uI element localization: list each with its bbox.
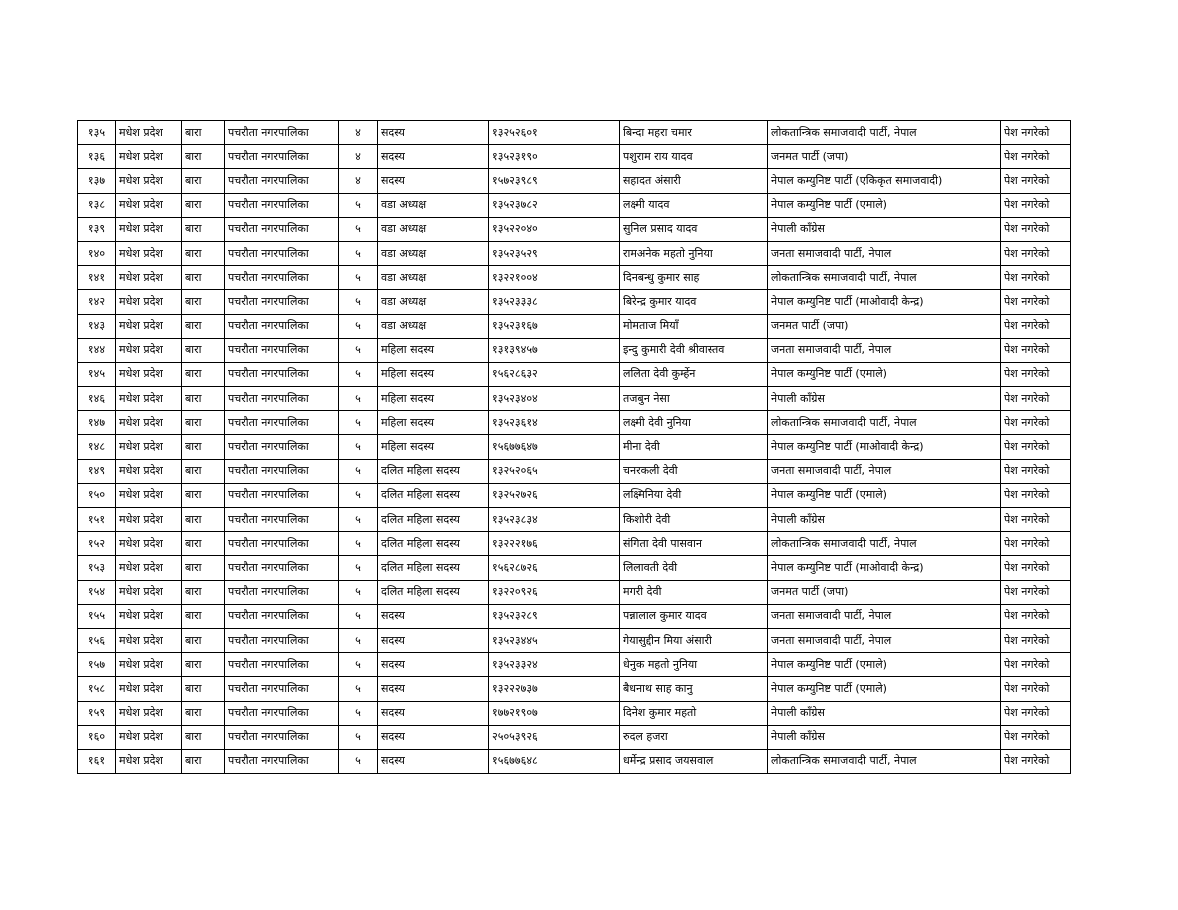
candidate-name-cell: सहादत अंसारी [620,169,768,193]
candidate-name-cell: पन्नालाल कुमार यादव [620,604,768,628]
table-row [78,217,1071,241]
candidate-name-cell: धेनुक महतो नुनिया [620,653,768,677]
candidate-name-cell: लक्ष्मी यादव [620,193,768,217]
serial-number-cell: १५५ [78,604,116,628]
table-row [78,508,1071,532]
district-cell: बारा [182,193,225,217]
candidate-name-cell: पशुराम राय यादव [620,145,768,169]
district-cell: बारा [182,266,225,290]
district-cell: बारा [182,121,225,145]
serial-number-cell: १५४ [78,580,116,604]
candidate-name-cell: रामअनेक महतो नुनिया [620,241,768,265]
province-cell: मधेश प्रदेश [116,387,182,411]
province-cell: मधेश प्रदेश [116,121,182,145]
status-cell: पेश नगरेको [1001,749,1071,773]
serial-number-cell: १३८ [78,193,116,217]
ward-number-cell: ५ [339,580,378,604]
ward-number-cell: ५ [339,604,378,628]
post-cell: वडा अध्यक्ष [378,241,489,265]
ward-number-cell: ५ [339,387,378,411]
ward-number-cell: ५ [339,556,378,580]
status-cell: पेश नगरेको [1001,653,1071,677]
ward-number-cell: ५ [339,532,378,556]
post-cell: महिला सदस्य [378,411,489,435]
province-cell: मधेश प्रदेश [116,193,182,217]
voter-id-cell: १३२२२१७६ [489,532,620,556]
party-cell: जनता समाजवादी पार्टी, नेपाल [768,338,1001,362]
ward-number-cell: ४ [339,169,378,193]
province-cell: मधेश प्रदेश [116,725,182,749]
ward-number-cell: ५ [339,338,378,362]
province-cell: मधेश प्रदेश [116,483,182,507]
post-cell: वडा अध्यक्ष [378,266,489,290]
district-cell: बारा [182,749,225,773]
party-cell: नेपाल कम्युनिष्ट पार्टी (एमाले) [768,677,1001,701]
candidate-name-cell: बिन्दा महरा चमार [620,121,768,145]
table-row [78,604,1071,628]
ward-number-cell: ५ [339,483,378,507]
district-cell: बारा [182,411,225,435]
candidate-name-cell: चनरकली देवी [620,459,768,483]
ward-number-cell: ४ [339,145,378,169]
post-cell: सदस्य [378,121,489,145]
district-cell: बारा [182,290,225,314]
municipality-cell: पचरौता नगरपालिका [225,580,339,604]
candidate-name-cell: मगरी देवी [620,580,768,604]
post-cell: दलित महिला सदस्य [378,508,489,532]
party-cell: नेपाल कम्युनिष्ट पार्टी (एमाले) [768,193,1001,217]
voter-id-cell: १७७२१९०७ [489,701,620,725]
table-row [78,556,1071,580]
candidate-name-cell: मोमताज मियाँ [620,314,768,338]
party-cell: जनमत पार्टी (जपा) [768,145,1001,169]
status-cell: पेश नगरेको [1001,508,1071,532]
candidate-name-cell: सुनिल प्रसाद यादव [620,217,768,241]
candidate-name-cell: लिलावती देवी [620,556,768,580]
party-cell: नेपाल कम्युनिष्ट पार्टी (एमाले) [768,483,1001,507]
post-cell: दलित महिला सदस्य [378,580,489,604]
province-cell: मधेश प्रदेश [116,604,182,628]
district-cell: बारा [182,217,225,241]
ward-number-cell: ५ [339,653,378,677]
municipality-cell: पचरौता नगरपालिका [225,169,339,193]
serial-number-cell: १४१ [78,266,116,290]
status-cell: पेश नगरेको [1001,169,1071,193]
candidate-name-cell: रुदल हजरा [620,725,768,749]
province-cell: मधेश प्रदेश [116,362,182,386]
status-cell: पेश नगरेको [1001,556,1071,580]
province-cell: मधेश प्रदेश [116,749,182,773]
municipality-cell: पचरौता नगरपालिका [225,387,339,411]
province-cell: मधेश प्रदेश [116,653,182,677]
party-cell: नेपाल कम्युनिष्ट पार्टी (माओवादी केन्द्र) [768,290,1001,314]
municipality-cell: पचरौता नगरपालिका [225,266,339,290]
voter-id-cell: १३२२२७३७ [489,677,620,701]
municipality-cell: पचरौता नगरपालिका [225,362,339,386]
candidate-name-cell: इन्दु कुमारी देवी श्रीवास्तव [620,338,768,362]
party-cell: नेपाली काँग्रेस [768,701,1001,725]
status-cell: पेश नगरेको [1001,121,1071,145]
serial-number-cell: १५७ [78,653,116,677]
party-cell: लोकतान्त्रिक समाजवादी पार्टी, नेपाल [768,411,1001,435]
post-cell: सदस्य [378,701,489,725]
status-cell: पेश नगरेको [1001,314,1071,338]
serial-number-cell: १४५ [78,362,116,386]
serial-number-cell: १३६ [78,145,116,169]
municipality-cell: पचरौता नगरपालिका [225,459,339,483]
status-cell: पेश नगरेको [1001,483,1071,507]
district-cell: बारा [182,725,225,749]
district-cell: बारा [182,145,225,169]
province-cell: मधेश प्रदेश [116,459,182,483]
district-cell: बारा [182,362,225,386]
party-cell: नेपाली काँग्रेस [768,725,1001,749]
ward-number-cell: ५ [339,677,378,701]
table-row [78,121,1071,145]
voter-id-cell: १५६२८७२६ [489,556,620,580]
municipality-cell: पचरौता नगरपालिका [225,241,339,265]
serial-number-cell: १५९ [78,701,116,725]
voter-id-cell: १५६२८६३२ [489,362,620,386]
serial-number-cell: १४६ [78,387,116,411]
post-cell: दलित महिला सदस्य [378,459,489,483]
candidate-table [77,120,1071,774]
status-cell: पेश नगरेको [1001,290,1071,314]
municipality-cell: पचरौता नगरपालिका [225,314,339,338]
table-row [78,628,1071,652]
province-cell: मधेश प्रदेश [116,217,182,241]
voter-id-cell: १३५२३७८२ [489,193,620,217]
status-cell: पेश नगरेको [1001,701,1071,725]
post-cell: दलित महिला सदस्य [378,556,489,580]
province-cell: मधेश प्रदेश [116,169,182,193]
table-row [78,193,1071,217]
table-row [78,580,1071,604]
voter-id-cell: १३५२२०४० [489,217,620,241]
serial-number-cell: १५१ [78,508,116,532]
district-cell: बारा [182,459,225,483]
municipality-cell: पचरौता नगरपालिका [225,145,339,169]
table-row [78,362,1071,386]
district-cell: बारा [182,677,225,701]
municipality-cell: पचरौता नगरपालिका [225,749,339,773]
municipality-cell: पचरौता नगरपालिका [225,338,339,362]
district-cell: बारा [182,580,225,604]
party-cell: नेपाल कम्युनिष्ट पार्टी (माओवादी केन्द्र) [768,435,1001,459]
serial-number-cell: १३९ [78,217,116,241]
district-cell: बारा [182,628,225,652]
voter-id-cell: १३२२१००४ [489,266,620,290]
serial-number-cell: १६० [78,725,116,749]
candidate-name-cell: धर्मेन्द्र प्रसाद जयसवाल [620,749,768,773]
voter-id-cell: १५६७७६४८ [489,749,620,773]
ward-number-cell: ५ [339,508,378,532]
party-cell: नेपाल कम्युनिष्ट पार्टी (एमाले) [768,362,1001,386]
post-cell: महिला सदस्य [378,435,489,459]
status-cell: पेश नगरेको [1001,338,1071,362]
voter-id-cell: १३५२३२८९ [489,604,620,628]
table-row [78,387,1071,411]
municipality-cell: पचरौता नगरपालिका [225,604,339,628]
candidate-name-cell: बैधनाथ साह कानु [620,677,768,701]
status-cell: पेश नगरेको [1001,411,1071,435]
post-cell: वडा अध्यक्ष [378,290,489,314]
status-cell: पेश नगरेको [1001,459,1071,483]
ward-number-cell: ५ [339,701,378,725]
ward-number-cell: ५ [339,749,378,773]
serial-number-cell: १४० [78,241,116,265]
province-cell: मधेश प्रदेश [116,338,182,362]
serial-number-cell: १४३ [78,314,116,338]
voter-id-cell: १३५२३३३८ [489,290,620,314]
serial-number-cell: १५२ [78,532,116,556]
status-cell: पेश नगरेको [1001,362,1071,386]
party-cell: जनता समाजवादी पार्टी, नेपाल [768,604,1001,628]
voter-id-cell: १३२५२७२६ [489,483,620,507]
status-cell: पेश नगरेको [1001,435,1071,459]
district-cell: बारा [182,435,225,459]
serial-number-cell: १५६ [78,628,116,652]
status-cell: पेश नगरेको [1001,677,1071,701]
serial-number-cell: १४७ [78,411,116,435]
party-cell: नेपाली काँग्रेस [768,508,1001,532]
party-cell: नेपाल कम्युनिष्ट पार्टी (एमाले) [768,653,1001,677]
candidate-name-cell: दिनेश कुमार महतो [620,701,768,725]
district-cell: बारा [182,653,225,677]
voter-id-cell: १३२५२०६५ [489,459,620,483]
serial-number-cell: १६१ [78,749,116,773]
status-cell: पेश नगरेको [1001,532,1071,556]
municipality-cell: पचरौता नगरपालिका [225,121,339,145]
table-row [78,483,1071,507]
party-cell: लोकतान्त्रिक समाजवादी पार्टी, नेपाल [768,749,1001,773]
party-cell: नेपाल कम्युनिष्ट पार्टी (एकिकृत समाजवादी) [768,169,1001,193]
candidate-name-cell: लक्ष्मिनिया देवी [620,483,768,507]
post-cell: सदस्य [378,725,489,749]
ward-number-cell: ५ [339,241,378,265]
province-cell: मधेश प्रदेश [116,435,182,459]
voter-id-cell: १५७२३९८९ [489,169,620,193]
candidate-name-cell: किशोरी देवी [620,508,768,532]
district-cell: बारा [182,532,225,556]
voter-id-cell: २५०५३९२६ [489,725,620,749]
party-cell: जनता समाजवादी पार्टी, नेपाल [768,241,1001,265]
candidate-name-cell: ललिता देवी कुर्म्हेन [620,362,768,386]
voter-id-cell: १३५२३६१४ [489,411,620,435]
voter-id-cell: १३५२३१९० [489,145,620,169]
province-cell: मधेश प्रदेश [116,241,182,265]
municipality-cell: पचरौता नगरपालिका [225,435,339,459]
post-cell: सदस्य [378,677,489,701]
district-cell: बारा [182,604,225,628]
table-row [78,314,1071,338]
party-cell: लोकतान्त्रिक समाजवादी पार्टी, नेपाल [768,121,1001,145]
table-row [78,169,1071,193]
municipality-cell: पचरौता नगरपालिका [225,677,339,701]
status-cell: पेश नगरेको [1001,241,1071,265]
ward-number-cell: ५ [339,314,378,338]
district-cell: बारा [182,338,225,362]
status-cell: पेश नगरेको [1001,628,1071,652]
post-cell: वडा अध्यक्ष [378,314,489,338]
municipality-cell: पचरौता नगरपालिका [225,483,339,507]
district-cell: बारा [182,241,225,265]
serial-number-cell: १३७ [78,169,116,193]
province-cell: मधेश प्रदेश [116,290,182,314]
voter-id-cell: १३५२३८३४ [489,508,620,532]
candidate-name-cell: बिरेन्द्र कुमार यादव [620,290,768,314]
post-cell: दलित महिला सदस्य [378,483,489,507]
candidate-name-cell: गेयासुद्दीन मिया अंसारी [620,628,768,652]
district-cell: बारा [182,387,225,411]
table-row [78,677,1071,701]
voter-id-cell: १३२२०९२६ [489,580,620,604]
district-cell: बारा [182,701,225,725]
district-cell: बारा [182,314,225,338]
voter-id-cell: १३१३९४५७ [489,338,620,362]
voter-id-cell: १३५२३४०४ [489,387,620,411]
candidate-name-cell: दिनबन्धु कुमार साह [620,266,768,290]
status-cell: पेश नगरेको [1001,725,1071,749]
status-cell: पेश नगरेको [1001,145,1071,169]
serial-number-cell: १५३ [78,556,116,580]
voter-id-cell: १३५२३१६७ [489,314,620,338]
post-cell: महिला सदस्य [378,362,489,386]
candidate-name-cell: लक्ष्मी देवी नुनिया [620,411,768,435]
table-body [78,121,1071,774]
post-cell: सदस्य [378,749,489,773]
serial-number-cell: १४८ [78,435,116,459]
candidate-name-cell: संगिता देवी पासवान [620,532,768,556]
province-cell: मधेश प्रदेश [116,314,182,338]
table-row [78,338,1071,362]
table-row [78,749,1071,773]
party-cell: जनता समाजवादी पार्टी, नेपाल [768,628,1001,652]
table-row [78,653,1071,677]
table-row [78,290,1071,314]
province-cell: मधेश प्रदेश [116,580,182,604]
province-cell: मधेश प्रदेश [116,532,182,556]
voter-id-cell: १३२५२६०१ [489,121,620,145]
candidate-name-cell: मीना देवी [620,435,768,459]
province-cell: मधेश प्रदेश [116,145,182,169]
status-cell: पेश नगरेको [1001,217,1071,241]
ward-number-cell: ५ [339,217,378,241]
ward-number-cell: ५ [339,411,378,435]
post-cell: सदस्य [378,628,489,652]
post-cell: वडा अध्यक्ष [378,217,489,241]
municipality-cell: पचरौता नगरपालिका [225,508,339,532]
province-cell: मधेश प्रदेश [116,677,182,701]
municipality-cell: पचरौता नगरपालिका [225,411,339,435]
ward-number-cell: ५ [339,459,378,483]
post-cell: वडा अध्यक्ष [378,193,489,217]
serial-number-cell: १४२ [78,290,116,314]
party-cell: जनमत पार्टी (जपा) [768,580,1001,604]
post-cell: सदस्य [378,653,489,677]
table-row [78,145,1071,169]
status-cell: पेश नगरेको [1001,266,1071,290]
party-cell: नेपाली काँग्रेस [768,387,1001,411]
post-cell: महिला सदस्य [378,338,489,362]
serial-number-cell: १५० [78,483,116,507]
municipality-cell: पचरौता नगरपालिका [225,193,339,217]
serial-number-cell: १५८ [78,677,116,701]
province-cell: मधेश प्रदेश [116,508,182,532]
serial-number-cell: १४९ [78,459,116,483]
voter-id-cell: १३५२३५२९ [489,241,620,265]
ward-number-cell: ५ [339,290,378,314]
ward-number-cell: ४ [339,121,378,145]
voter-id-cell: १३५२३३२४ [489,653,620,677]
party-cell: लोकतान्त्रिक समाजवादी पार्टी, नेपाल [768,532,1001,556]
post-cell: सदस्य [378,169,489,193]
district-cell: बारा [182,169,225,193]
municipality-cell: पचरौता नगरपालिका [225,653,339,677]
municipality-cell: पचरौता नगरपालिका [225,290,339,314]
province-cell: मधेश प्रदेश [116,266,182,290]
table-row [78,266,1071,290]
table-row [78,725,1071,749]
party-cell: जनता समाजवादी पार्टी, नेपाल [768,459,1001,483]
post-cell: दलित महिला सदस्य [378,532,489,556]
ward-number-cell: ५ [339,193,378,217]
status-cell: पेश नगरेको [1001,193,1071,217]
candidate-name-cell: तजबुन नेसा [620,387,768,411]
district-cell: बारा [182,556,225,580]
district-cell: बारा [182,483,225,507]
table-row [78,532,1071,556]
party-cell: जनमत पार्टी (जपा) [768,314,1001,338]
province-cell: मधेश प्रदेश [116,628,182,652]
municipality-cell: पचरौता नगरपालिका [225,532,339,556]
district-cell: बारा [182,508,225,532]
status-cell: पेश नगरेको [1001,580,1071,604]
municipality-cell: पचरौता नगरपालिका [225,628,339,652]
post-cell: सदस्य [378,145,489,169]
ward-number-cell: ५ [339,435,378,459]
province-cell: मधेश प्रदेश [116,556,182,580]
municipality-cell: पचरौता नगरपालिका [225,701,339,725]
municipality-cell: पचरौता नगरपालिका [225,725,339,749]
ward-number-cell: ५ [339,362,378,386]
voter-id-cell: १५६७७६४७ [489,435,620,459]
party-cell: लोकतान्त्रिक समाजवादी पार्टी, नेपाल [768,266,1001,290]
ward-number-cell: ५ [339,725,378,749]
municipality-cell: पचरौता नगरपालिका [225,556,339,580]
status-cell: पेश नगरेको [1001,604,1071,628]
status-cell: पेश नगरेको [1001,387,1071,411]
serial-number-cell: १४४ [78,338,116,362]
ward-number-cell: ५ [339,266,378,290]
municipality-cell: पचरौता नगरपालिका [225,217,339,241]
table-row [78,459,1071,483]
party-cell: नेपाली काँग्रेस [768,217,1001,241]
serial-number-cell: १३५ [78,121,116,145]
ward-number-cell: ५ [339,628,378,652]
province-cell: मधेश प्रदेश [116,701,182,725]
table-row [78,701,1071,725]
province-cell: मधेश प्रदेश [116,411,182,435]
post-cell: महिला सदस्य [378,387,489,411]
party-cell: नेपाल कम्युनिष्ट पार्टी (माओवादी केन्द्र) [768,556,1001,580]
post-cell: सदस्य [378,604,489,628]
voter-id-cell: १३५२३४४५ [489,628,620,652]
table-row [78,435,1071,459]
table-row [78,411,1071,435]
table-row [78,241,1071,265]
